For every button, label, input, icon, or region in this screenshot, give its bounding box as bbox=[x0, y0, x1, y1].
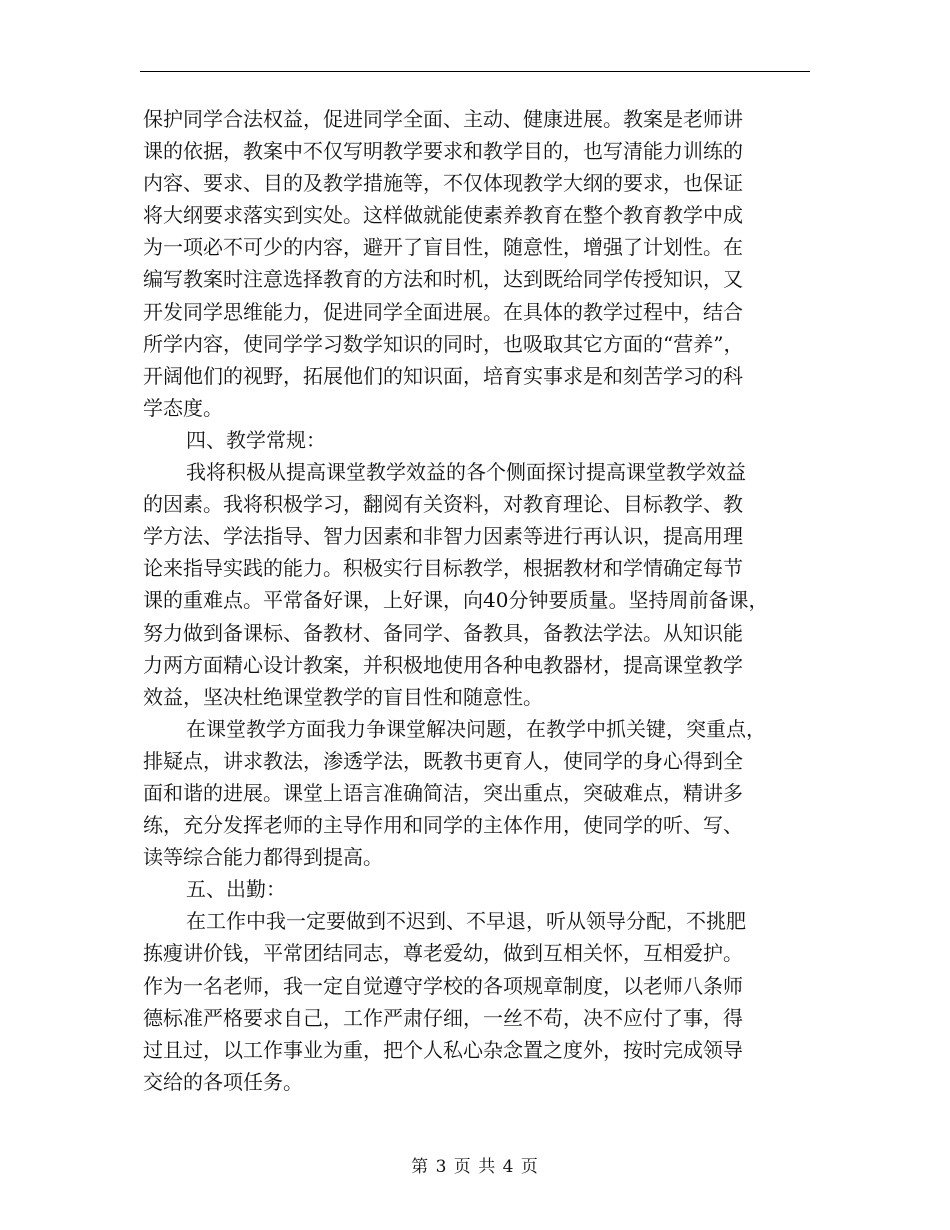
text-line: 过且过，以工作事业为重，把个人私心杂念置之度外，按时完成领导 bbox=[143, 1037, 743, 1062]
text-line: 练，充分发挥老师的主导作用和同学的主体作用，使同学的听、写、 bbox=[143, 813, 743, 838]
text-line: 课的依据，教案中不仅写明教学要求和教学目的，也写清能力训练的 bbox=[143, 139, 743, 164]
text-line: 面和谐的进展。课堂上语言准确简洁，突出重点，突破难点，精讲多 bbox=[143, 780, 743, 805]
text-line: 的因素。我将积极学习，翻阅有关资料，对教育理论、目标教学、教 bbox=[143, 492, 743, 517]
text-line: 努力做到备课标、备教材、备同学、备教具，备教法学法。从知识能 bbox=[143, 620, 743, 645]
text-line: 德标准严格要求自己，工作严肃仔细，一丝不苟，决不应付了事，得 bbox=[143, 1005, 743, 1030]
text-line: 在课堂教学方面我力争课堂解决问题，在教学中抓关键，突重点， bbox=[186, 716, 766, 741]
header-rule bbox=[140, 71, 810, 72]
text-line: 开发同学思维能力，促进同学全面进展。在具体的教学过程中，结合 bbox=[143, 299, 743, 324]
text-line: 将大纲要求落实到实处。这样做就能使素养教育在整个教育教学中成 bbox=[143, 203, 743, 228]
text-line: 作为一名老师，我一定自觉遵守学校的各项规章制度，以老师八条师 bbox=[143, 973, 743, 998]
text-line: 拣瘦讲价钱，平常团结同志，尊老爱幼，做到互相关怀，互相爱护。 bbox=[143, 941, 743, 966]
section-heading: 五、出勤： bbox=[186, 877, 286, 902]
text-line: 所学内容，使同学学习数学知识的同时，也吸取其它方面的“营养”， bbox=[143, 331, 744, 356]
text-line: 编写教案时注意选择教育的方法和时机，达到既给同学传授知识，又 bbox=[143, 267, 743, 292]
text-line: 学态度。 bbox=[143, 395, 223, 420]
text-line: 排疑点，讲求教法，渗透学法，既教书更育人，使同学的身心得到全 bbox=[143, 748, 743, 773]
text-line: 力两方面精心设计教案，并积极地使用各种电教器材，提高课堂教学 bbox=[143, 652, 743, 677]
page-number-footer: 第 3 页 共 4 页 bbox=[411, 1157, 539, 1177]
section-heading: 四、教学常规： bbox=[186, 427, 326, 452]
text-line: 在工作中我一定要做到不迟到、不早退，听从领导分配，不挑肥 bbox=[186, 909, 746, 934]
text-line: 课的重难点。平常备好课，上好课，向40分钟要质量。坚持周前备课， bbox=[143, 588, 769, 613]
text-line: 效益，坚决杜绝课堂教学的盲目性和随意性。 bbox=[143, 684, 543, 709]
text-line: 保护同学合法权益，促进同学全面、主动、健康进展。教案是老师讲 bbox=[143, 107, 743, 131]
text-line: 论来指导实践的能力。积极实行目标教学，根据教材和学情确定每节 bbox=[143, 556, 743, 581]
text-line: 开阔他们的视野，拓展他们的知识面，培育实事求是和刻苦学习的科 bbox=[143, 363, 743, 388]
text-line: 交给的各项任务。 bbox=[143, 1069, 303, 1094]
body-text bbox=[143, 103, 803, 1098]
text-line: 我将积极从提高课堂教学效益的各个侧面探讨提高课堂教学效益 bbox=[186, 460, 746, 485]
text-line: 内容、要求、目的及教学措施等，不仅体现教学大纲的要求，也保证 bbox=[143, 171, 743, 196]
text-line: 读等综合能力都得到提高。 bbox=[143, 845, 383, 870]
text-line: 为一项必不可少的内容，避开了盲目性，随意性，增强了计划性。在 bbox=[143, 235, 743, 260]
text-line: 学方法、学法指导、智力因素和非智力因素等进行再认识，提高用理 bbox=[143, 524, 743, 549]
